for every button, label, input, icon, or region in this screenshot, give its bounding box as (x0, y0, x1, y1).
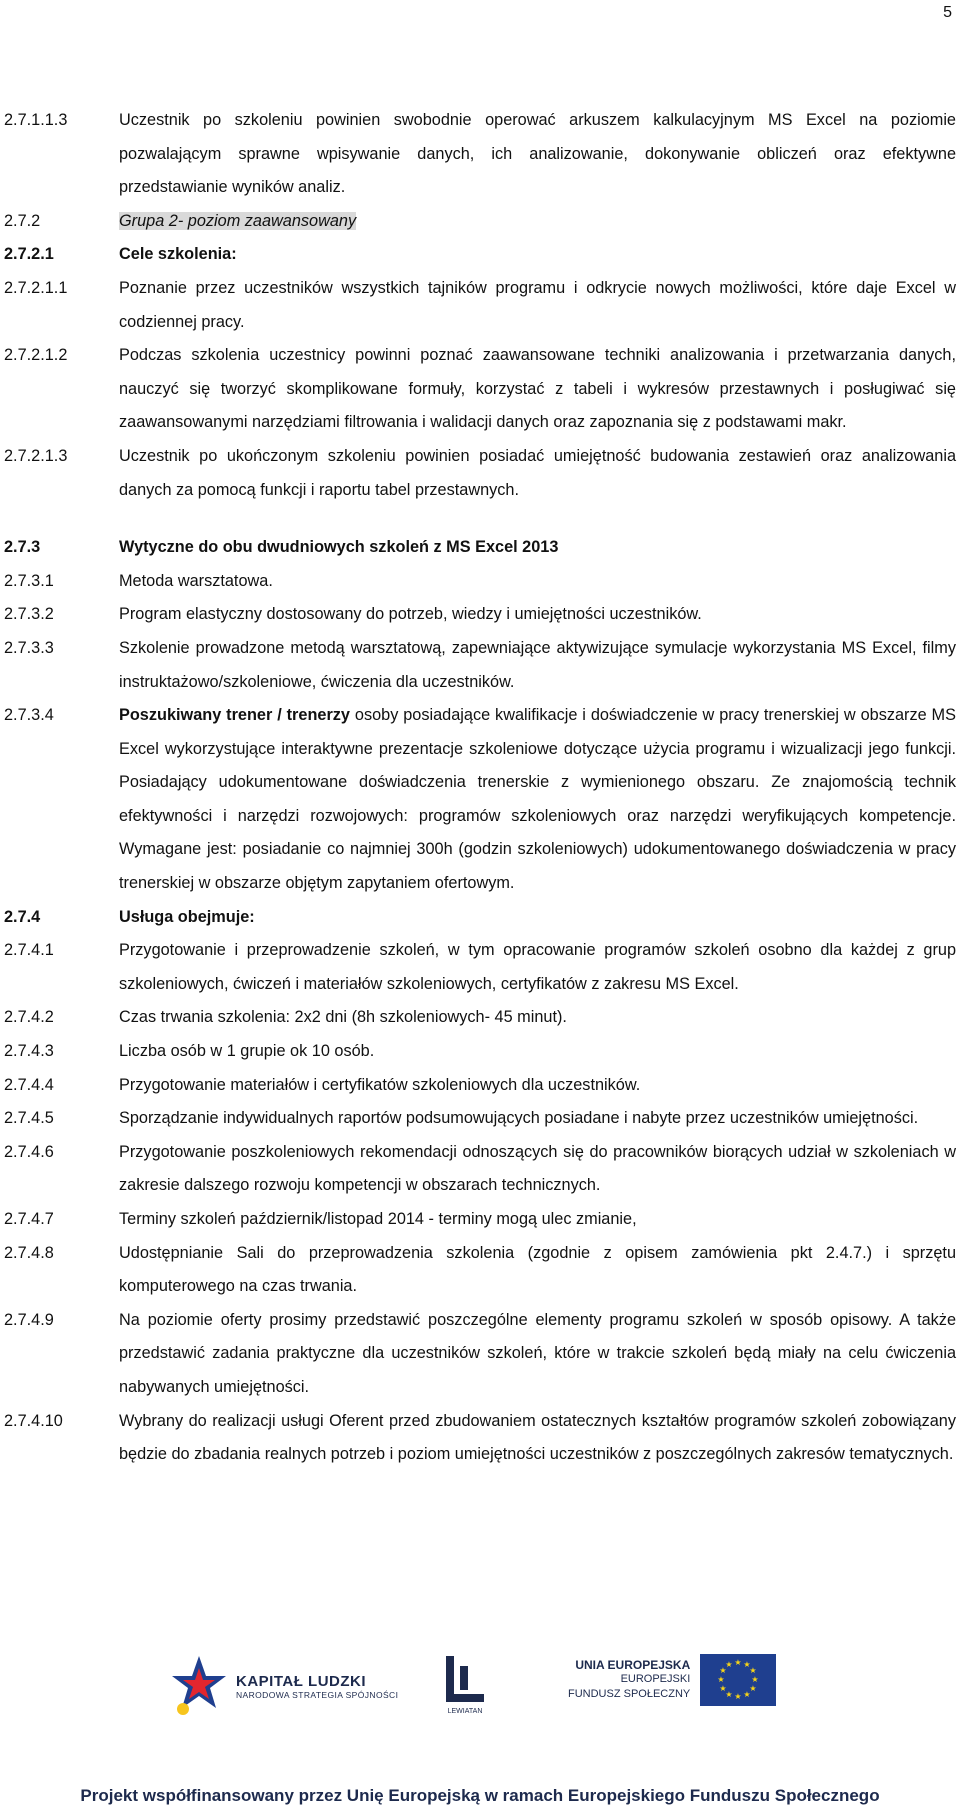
svg-text:★: ★ (743, 1690, 751, 1699)
section-row (4, 1102, 956, 1136)
section-number: 2.7.4.1 (4, 941, 54, 960)
section-row (4, 565, 956, 599)
funding-tagline: Projekt współfinansowany przez Unię Europejską w ramach Europejskiego Funduszu Społecznego (80, 1786, 880, 1805)
svg-text:★: ★ (717, 1675, 725, 1684)
lewiatan-logo (442, 1654, 488, 1715)
section-text: Podczas szkolenia uczestnicy powinni poznać zaawansowane techniki analizowania i przetwarzania danych, nauczyć się tworzyć skomplikowane formuły, korzystać z tabeli i wykresów przestawnych i posługiwać się zaawansowanymi narzędziami filtrowania i walidacji danych oraz zapoznania się z podstawami makr. (119, 346, 956, 432)
section-text (119, 699, 956, 901)
section-row (4, 1304, 956, 1405)
section-text: Liczba osób w 1 grupie ok 10 osób. (119, 1042, 375, 1061)
group-heading: Grupa 2- poziom zaawansowany (119, 211, 357, 230)
section-text: Sporządzanie indywidualnych raportów podsumowujących posiadane i nabyte przez uczestników umiejętności. (119, 1109, 919, 1128)
section-text: Przygotowanie materiałów i certyfikatów szkoleniowych dla uczestników. (119, 1075, 641, 1094)
section-number: 2.7.1.1.3 (4, 111, 68, 129)
lewiatan-label: LEWIATAN (447, 1708, 483, 1715)
svg-text:★: ★ (719, 1684, 727, 1693)
section-number: 2.7.4.7 (4, 1210, 54, 1228)
eu-logo (568, 1654, 776, 1706)
section-number: 2.7.4 (4, 907, 41, 926)
section-number: 2.7.4.10 (4, 1411, 63, 1430)
section-number: 2.7.3 (4, 538, 41, 557)
section-number: 2.7.3.3 (4, 638, 54, 657)
section-heading: Usługa obejmuje: (119, 907, 255, 926)
section-heading: Cele szkolenia: (119, 245, 237, 264)
section-number: 2.7.2.1.3 (4, 446, 68, 465)
section-text: Wybrany do realizacji usługi Oferent przed zbudowaniem ostatecznych kształtów programów szkoleń zobowiązany będzie do zbadania realnych potrzeb i poziom umiejętności uczestników z poszczególnych zakresów tematycznych. (119, 1411, 956, 1464)
section-number: 2.7.2 (4, 211, 41, 230)
section-row (4, 1001, 956, 1035)
section-row (4, 1035, 956, 1069)
section-text: Program elastyczny dostosowany do potrzeb, wiedzy i umiejętności uczestników. (119, 605, 702, 624)
eu-subtitle-1: EUROPEJSKI (620, 1673, 691, 1685)
section-row (4, 531, 956, 565)
section-row (4, 104, 956, 205)
section-number: 2.7.2.1.1 (4, 278, 68, 297)
section-text: Przygotowanie i przeprowadzenie szkoleń, w tym opracowanie programów szkoleń osobno dla każdej z grup szkoleniowych, ćwiczeń i materiałów szkoleniowych, certyfikatów z zakresu MS Excel. (119, 941, 956, 993)
section-row (4, 699, 956, 901)
eu-flag-icon (700, 1654, 776, 1706)
section-number: 2.7.2.1 (4, 245, 54, 264)
document-body (4, 104, 956, 1472)
section-row (4, 598, 956, 632)
section-text: Poznanie przez uczestników wszystkich tajników programu i odkrycie nowych możliwości, które daje Excel w codziennej pracy. (119, 278, 956, 331)
section-text: Metoda warsztatowa. (119, 571, 273, 590)
section-row (4, 1069, 956, 1103)
section-number: 2.7.4.4 (4, 1075, 54, 1094)
section-number: 2.7.3.2 (4, 605, 54, 624)
section-row (4, 1237, 956, 1304)
section-text: Terminy szkoleń październik/listopad 2014 - terminy mogą ulec zmianie, (119, 1210, 637, 1228)
svg-text:★: ★ (751, 1675, 759, 1684)
section-row (4, 1203, 956, 1237)
section-text: Udostępnianie Sali do przeprowadzenia szkolenia (zgodnie z opisem zamówienia pkt 2.4.7.) i sprzętu komputerowego na czas trwania. (119, 1243, 956, 1296)
section-row (4, 205, 956, 239)
spacer (4, 507, 956, 531)
svg-text:★: ★ (734, 1658, 742, 1667)
section-row (4, 272, 956, 339)
svg-text:★: ★ (743, 1660, 751, 1669)
page-number: 5 (943, 4, 952, 21)
eu-subtitle-2: FUNDUSZ SPOŁECZNY (568, 1688, 691, 1700)
section-number: 2.7.2.1.2 (4, 346, 68, 365)
section-text: Uczestnik po ukończonym szkoleniu powinien posiadać umiejętność budowania zestawień oraz analizowania danych za pomocą funkcji i raportu tabel przestawnych. (119, 446, 956, 499)
section-text: Czas trwania szkolenia: 2x2 dni (8h szkoleniowych- 45 minut). (119, 1008, 567, 1027)
section-row (4, 339, 956, 440)
section-row (4, 1405, 956, 1472)
svg-text:★: ★ (719, 1666, 727, 1675)
section-row (4, 440, 956, 507)
lewiatan-mark-icon (442, 1654, 488, 1708)
section-number: 2.7.4.9 (4, 1310, 54, 1329)
svg-text:★: ★ (749, 1666, 757, 1675)
section-heading: Wytyczne do obu dwudniowych szkoleń z MS Excel 2013 (119, 538, 559, 557)
svg-text:★: ★ (725, 1690, 733, 1699)
section-row (4, 901, 956, 935)
kapital-ludzki-logo (170, 1654, 398, 1718)
eu-title: UNIA EUROPEJSKA (575, 1658, 691, 1672)
section-row (4, 238, 956, 272)
section-text: Uczestnik po szkoleniu powinien swobodnie operować arkuszem kalkulacyjnym MS Excel na poziomie pozwalającym sprawne wpisywanie danych, ich analizowanie, dokonywanie obliczeń oraz efektywne przedstawianie wyników analiz. (119, 111, 956, 197)
section-row (4, 632, 956, 699)
section-text: Szkolenie prowadzone metodą warsztatową, zapewniające aktywizujące symulacje wykorzystania MS Excel, filmy instruktażowo/szkoleniowe, ćwiczenia dla uczestników. (119, 638, 956, 691)
section-row (4, 1136, 956, 1203)
kapital-ludzki-subtitle: NARODOWA STRATEGIA SPÓJNOŚCI (236, 1689, 399, 1700)
trainer-lead: Poszukiwany trener / trenerzy (119, 706, 350, 725)
section-number: 2.7.4.6 (4, 1142, 54, 1161)
section-text (119, 205, 956, 239)
section-number: 2.7.4.8 (4, 1243, 54, 1262)
funding-footer (0, 1648, 960, 1806)
section-number: 2.7.3.1 (4, 571, 54, 590)
section-text: Na poziomie oferty prosimy przedstawić poszczególne elementy programu szkoleń w sposób opisowy. A także przedstawić zadania praktyczne dla uczestników szkoleń, które w trakcie szkoleń będą miały na celu ćwiczenia nabywanych umiejętności. (119, 1310, 956, 1396)
svg-text:★: ★ (734, 1692, 742, 1701)
kapital-ludzki-star-icon (170, 1654, 228, 1718)
section-text: Przygotowanie poszkoleniowych rekomendacji odnoszących się do pracowników biorących udział w szkoleniach w zakresie dalszego rozwoju kompetencji w obszarach technicznych. (119, 1142, 956, 1195)
svg-text:★: ★ (725, 1660, 733, 1669)
kapital-ludzki-title: KAPITAŁ LUDZKI (236, 1672, 367, 1690)
section-row (4, 934, 956, 1001)
svg-text:★: ★ (749, 1684, 757, 1693)
trainer-requirements: osoby posiadające kwalifikacje i doświadczenie w pracy trenerskiej w obszarze MS Excel wykorzystujące interaktywne prezentacje szkoleniowe dotyczące użycia programu i wizualizacji jego funkcji. Posiadający udokumentowane doświadczenia trenerskie z wymienionego obszaru. Ze znajomością technik efektywności i narzędzi rozwojowych: programów szkoleniowych oraz narzędzi weryfikujących kompetencje. Wymagane jest: posiadanie co najmniej 300h (godzin szkoleniowych) udokumentowanego doświadczenia w pracy trenerskiej w obszarze objętym zapytaniem ofertowym. (119, 706, 956, 893)
section-number: 2.7.4.3 (4, 1042, 54, 1061)
section-number: 2.7.4.5 (4, 1109, 54, 1128)
section-number: 2.7.3.4 (4, 706, 54, 725)
section-number: 2.7.4.2 (4, 1008, 54, 1027)
